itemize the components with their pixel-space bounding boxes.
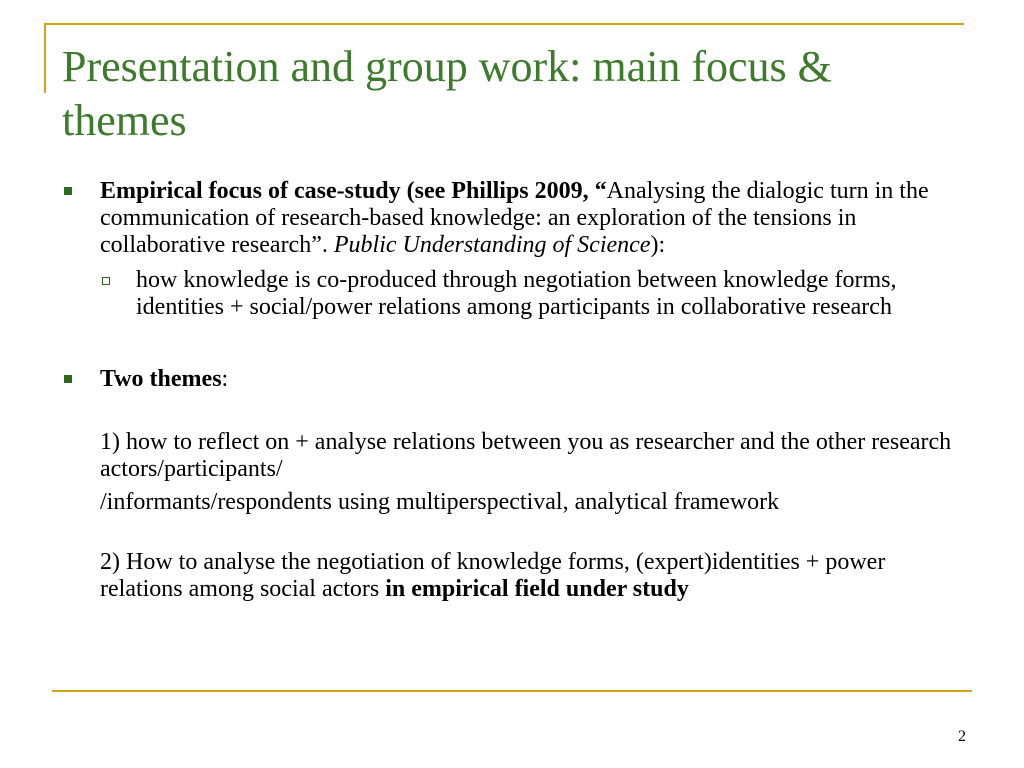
sub-bullet-coproduction [62, 267, 962, 321]
slide-content [62, 178, 962, 603]
theme-1-continuation [62, 489, 962, 516]
sub-bullet-text: how knowledge is co-produced through negotiation between knowledge forms, identities + social/power relations among participants in collaborative research [136, 267, 897, 320]
theme-2-bold: in empirical field under study [385, 576, 689, 602]
bottom-border-line [52, 690, 972, 692]
theme-2-text: 2) How to analyse the negotiation of knowledge forms, (expert)identities + power relations among social actors [100, 549, 886, 602]
square-bullet-icon [64, 375, 72, 383]
two-themes-colon: : [221, 366, 229, 392]
article-title-text: Analysing the dialogic turn in the communication of research-based knowledge: an exploration of the tensions in collaborative research”. [100, 178, 929, 258]
page-number: 2 [958, 728, 966, 745]
two-themes-label: Two themes [100, 366, 222, 392]
theme-1-line-1: 1) how to reflect on + analyse relations between you as researcher and the other research actors/participants/ [100, 429, 952, 482]
slide-title: Presentation and group work: main focus & themes [62, 42, 832, 145]
square-bullet-icon [64, 187, 72, 195]
theme-1-line-2: /informants/respondents using multiperspectival, analytical framework [100, 489, 780, 515]
left-border-line [44, 23, 46, 93]
top-border-line [44, 23, 964, 25]
hollow-square-bullet-icon [102, 277, 110, 285]
empirical-focus-lead: Empirical focus of case-study (see Phillips 2009, “ [100, 178, 607, 204]
bullet-two-themes [62, 366, 962, 393]
theme-2-paragraph [62, 549, 962, 603]
theme-1-paragraph [62, 429, 962, 483]
citation-close: ): [650, 232, 666, 258]
bullet-empirical-focus [62, 178, 962, 259]
journal-name: Public Understanding of Science [333, 232, 651, 258]
